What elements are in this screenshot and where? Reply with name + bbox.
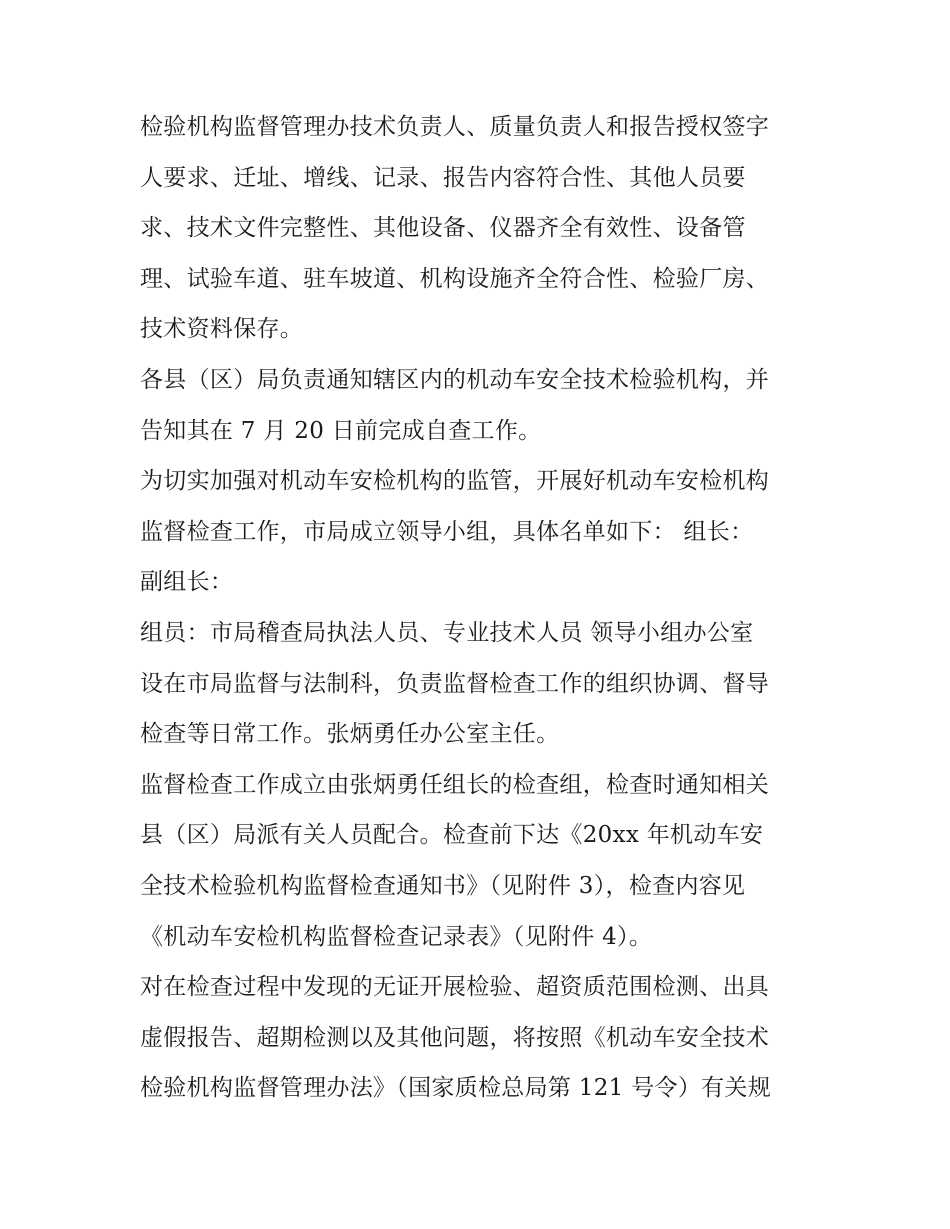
text-line: 告知其在 7 月 20 日前完成自查工作。 xyxy=(140,417,542,444)
text-line: 各县（区）局负责通知辖区内的机动车安全技术检验机构，并 xyxy=(140,366,770,393)
text-line: 副组长： xyxy=(140,569,234,596)
document-body xyxy=(140,102,830,1114)
text-line: 组员：市局稽查局执法人员、专业技术人员 领导小组办公室 xyxy=(140,619,754,646)
text-line: 虚假报告、超期检测以及其他问题，将按照《机动车安全技术 xyxy=(140,1024,770,1051)
text-line: 人要求、迁址、增线、记录、报告内容符合性、其他人员要 xyxy=(140,164,746,191)
text-line: 检验机构监督管理办技术负责人、质量负责人和报告授权签字 xyxy=(140,114,770,140)
text-line: 对在检查过程中发现的无证开展检验、超资质范围检测、出具 xyxy=(140,974,770,1001)
text-line: 县（区）局派有关人员配合。检查前下达《20xx 年机动车安 xyxy=(140,822,764,849)
text-line: 检查等日常工作。张炳勇任办公室主任。 xyxy=(140,721,560,748)
text-line: 监督检查工作，市局成立领导小组，具体名单如下： 组长： xyxy=(140,518,754,545)
text-line: 全技术检验机构监督检查通知书》（见附件 3），检查内容见 xyxy=(140,872,746,899)
text-line: 监督检查工作成立由张炳勇任组长的检查组，检查时通知相关 xyxy=(140,771,770,798)
text-line: 理、试验车道、驻车坡道、机构设施齐全符合性、检验厂房、 xyxy=(140,265,770,292)
text-line: 设在市局监督与法制科，负责监督检查工作的组织协调、督导 xyxy=(140,670,770,697)
text-line: 检验机构监督管理办法》（国家质检总局第 121 号令）有关规 xyxy=(140,1075,772,1102)
text-line: 《机动车安检机构监督检查记录表》（见附件 4）。 xyxy=(140,923,653,950)
text-line: 技术资料保存。 xyxy=(140,316,304,343)
text-line: 求、技术文件完整性、其他设备、仪器齐全有效性、设备管 xyxy=(140,215,746,242)
text-line: 为切实加强对机动车安检机构的监管，开展好机动车安检机构 xyxy=(140,468,770,495)
